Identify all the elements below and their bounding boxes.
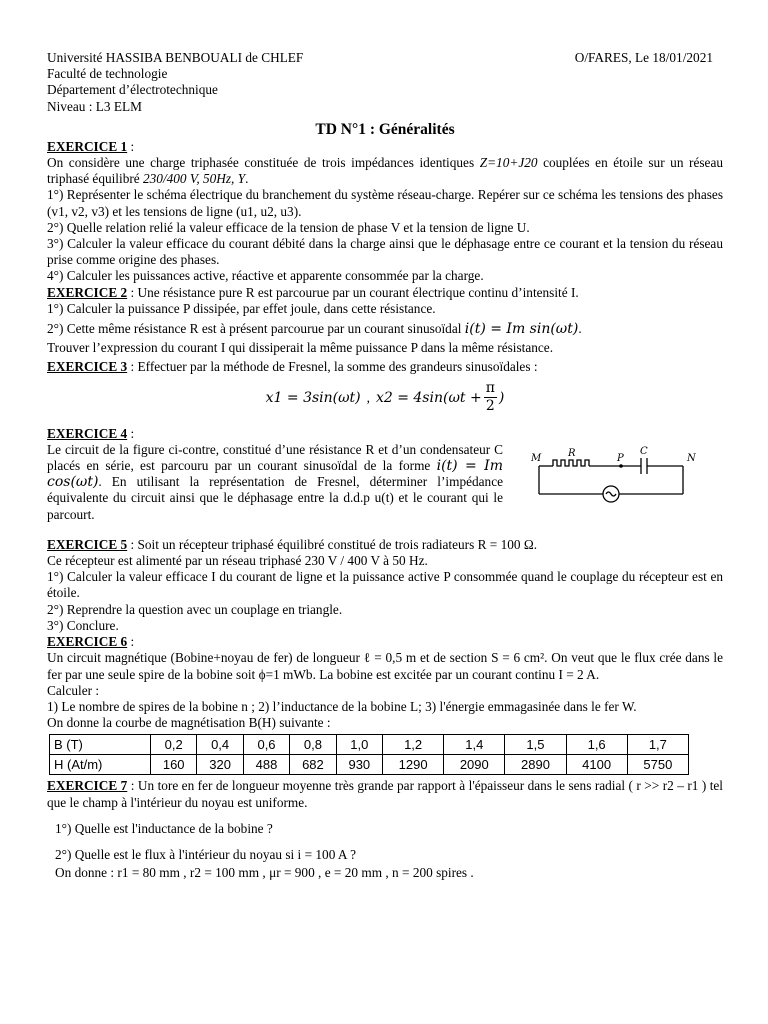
table-cell: 160 — [151, 755, 197, 775]
ex4-text2: . En utilisant la représentation de Fresnel, déterminer l’impédance équivalente du circuit ainsi que le déphasage entre la d.d.p u(t) et le courant qui le parcourt. — [47, 474, 503, 522]
page-title: TD N°1 : Généralités — [315, 120, 455, 138]
capacitor-label: C — [640, 445, 648, 457]
table-cell: 1,4 — [444, 735, 505, 755]
ex1-impedance: Z=10+J20 — [479, 155, 538, 171]
ex3-formulas: x1 = 3sin(ωt) , x2 = 4sin(ωt + $\frac{\pi}{2}$ ) — [265, 380, 505, 415]
node-n-label: N — [687, 452, 696, 464]
ex3-x1: x1 = 3sin(ωt) — [265, 389, 361, 406]
ex6-heading — [47, 634, 723, 650]
ex5-l2: Ce récepteur est alimenté par un réseau triphasé 230 V / 400 V à 50 Hz. — [47, 553, 428, 569]
ex1-label: EXERCICE 1 — [47, 138, 128, 154]
ex3-heading — [47, 359, 723, 375]
ex5-intro: : Soit un récepteur triphasé équilibré constitué de trois radiateurs R = 100 Ω. — [127, 536, 538, 552]
table-cell: 320 — [197, 755, 243, 775]
node-p-label: P — [617, 452, 624, 464]
ex5-q1: 1°) Calculer la valeur efficace I du courant de ligne et la puissance active P consommée quand le couplage du récepteur est en étoile. — [47, 569, 723, 601]
ex3-fraction-den: 2 — [485, 398, 495, 415]
ex2-heading — [47, 285, 723, 301]
ex6-text: Un circuit magnétique (Bobine+noyau de fer) de longueur ℓ = 0,5 m et de section S = 6 cm². On veut que le flux crée dans le fer par une seule spire de la bobine soit ϕ=1 mWb. La bobine est excitée par un courant continu I = 2 A. — [47, 650, 723, 682]
ex1-intro-text2: couplées en étoile sur un réseau triphasé équilibré — [47, 155, 723, 187]
ex5-heading — [47, 537, 723, 553]
rc-circuit-svg — [531, 446, 711, 510]
ex5-q2: 2°) Reprendre la question avec un couplage en triangle. — [47, 601, 343, 617]
faculty: Faculté de technologie — [47, 66, 168, 82]
ex7-label: EXERCICE 7 — [47, 778, 128, 794]
level: Niveau : L3 ELM — [47, 98, 142, 114]
table-cell: 5750 — [627, 755, 688, 775]
ex5-label: EXERCICE 5 — [47, 536, 128, 552]
table-b-label: B (T) — [50, 735, 151, 755]
ex3-x2-pre: x2 = 4sin(ωt + — [375, 389, 482, 406]
table-cell: 1,6 — [566, 735, 627, 755]
table-cell: 2090 — [444, 755, 505, 775]
node-m-label: M — [531, 452, 542, 464]
table-cell: 1290 — [383, 755, 444, 775]
ex1-q4: 4°) Calculer les puissances active, réactive et apparente consommée par la charge. — [47, 268, 484, 284]
table-cell: 0,2 — [151, 735, 197, 755]
ex1-heading — [47, 139, 723, 155]
ex7-q1: 1°) Quelle est l'inductance de la bobine ? — [55, 820, 273, 836]
ex7-heading — [47, 778, 723, 810]
ex5-q3: 3°) Conclure. — [47, 617, 119, 633]
ex2-q3: Trouver l’expression du courant I qui dissiperait la même puissance P dans la même résistance. — [47, 340, 554, 356]
table-row-h — [50, 755, 689, 775]
document-page — [47, 50, 723, 881]
ex1-q1: 1°) Représenter le schéma électrique du branchement du système réseau-charge. Repérer sur ce schéma les tensions des phases (v1, v2, v3) et les tensions de ligne (u1, u2, u3). — [47, 187, 723, 219]
ex2-q2: 2°) Cette même résistance R est à présent parcourue par un courant sinusoïdal i(t) = Im sin(ωt). — [47, 321, 582, 338]
table-cell: 1,5 — [505, 735, 566, 755]
ex2-current-formula: i(t) = Im sin(ωt) — [464, 321, 579, 338]
ex4-body — [47, 442, 723, 523]
ex3-intro: : Effectuer par la méthode de Fresnel, la somme des grandeurs sinusoïdales : — [127, 359, 538, 375]
table-h-label: H (At/m) — [50, 755, 151, 775]
ex4-text1: Le circuit de la figure ci-contre, constitué d’une résistance R et d’un condensateur C placés en série, est parcouru par un courant sinusoïdal de la forme — [47, 441, 503, 474]
ex6-colon: : — [127, 634, 135, 650]
ex4-heading — [47, 426, 723, 442]
table-cell: 0,8 — [290, 735, 336, 755]
magnetization-table — [49, 734, 689, 775]
ex4-colon: : — [127, 425, 135, 441]
table-cell: 1,7 — [627, 735, 688, 755]
table-cell: 682 — [290, 755, 336, 775]
university-name: Université HASSIBA BENBOUALI de CHLEF — [47, 50, 304, 65]
ex1-network: 230/400 V, 50Hz, Y — [143, 171, 246, 187]
author-date: O/FARES, Le 18/01/2021 — [574, 50, 713, 65]
ex7-intro: : Un tore en fer de longueur moyenne très grande par rapport à l'épaisseur dans le sens radial ( r >> r2 – r1 ) tel que le champ à l'intérieur du noyau est uniforme. — [47, 778, 724, 810]
ex7-given: On donne : r1 = 80 mm , r2 = 100 mm , μr = 900 , e = 20 mm , n = 200 spires . — [55, 865, 474, 881]
ex6-calc: Calculer : — [47, 682, 100, 698]
table-cell: 2890 — [505, 755, 566, 775]
table-cell: 1,0 — [336, 735, 382, 755]
ex2-q2-text: 2°) Cette même résistance R est à présent parcourue par un courant sinusoïdal — [47, 321, 465, 337]
table-cell: 1,2 — [383, 735, 444, 755]
ex3-x2-post: ) — [498, 389, 505, 406]
ex1-intro: On considère une charge triphasée constituée de trois impédances identiques Z=10+J20 couplées en étoile sur un réseau triphasé équilibré 230/400 V, 50Hz, Y. — [47, 155, 723, 187]
table-cell: 0,4 — [197, 735, 243, 755]
table-cell: 930 — [336, 755, 382, 775]
ex1-q3: 3°) Calculer la valeur efficace du courant débité dans la charge ainsi que le déphasage entre ce courant et la tension du réseau prise comme origine des phases. — [47, 236, 723, 268]
ex1-q2: 2°) Quelle relation relié la valeur efficace de la tension de phase V et la tension de ligne U. — [47, 219, 530, 235]
ex2-intro: : Une résistance pure R est parcourue par un courant électrique continu d’intensité I. — [127, 284, 579, 300]
table-cell: 0,6 — [243, 735, 289, 755]
ex1-colon: : — [127, 138, 135, 154]
department: Département d’électrotechnique — [47, 82, 218, 98]
ex6-given: On donne la courbe de magnétisation B(H) suivante : — [47, 715, 331, 731]
ex4-text — [47, 442, 503, 523]
table-cell: 4100 — [566, 755, 627, 775]
table-cell: 488 — [243, 755, 289, 775]
ex2-label: EXERCICE 2 — [47, 284, 128, 300]
table-row-b — [50, 735, 689, 755]
ex2-q1: 1°) Calculer la puissance P dissipée, par effet joule, dans cette résistance. — [47, 300, 436, 316]
ex7-q2: 2°) Quelle est le flux à l'intérieur du noyau si i = 100 A ? — [55, 846, 357, 862]
header-row — [47, 50, 723, 66]
ex4-current-formula: i(t) = Im cos(ωt) — [47, 458, 503, 491]
ex3-fraction-num: π — [485, 380, 495, 397]
rc-circuit-figure — [503, 442, 723, 523]
ex3-fraction — [484, 380, 497, 415]
ex4-label: EXERCICE 4 — [47, 425, 128, 441]
ex3-label: EXERCICE 3 — [47, 359, 128, 375]
ex1-intro-text: On considère une charge triphasée constituée de trois impédances identiques — [47, 155, 480, 171]
resistor-label: R — [568, 447, 576, 459]
ex6-label: EXERCICE 6 — [47, 634, 128, 650]
ex6-questions: 1) Le nombre de spires de la bobine n ; 2) l’inductance de la bobine L; 3) l'énergie emmagasinée dans le fer W. — [47, 698, 637, 714]
